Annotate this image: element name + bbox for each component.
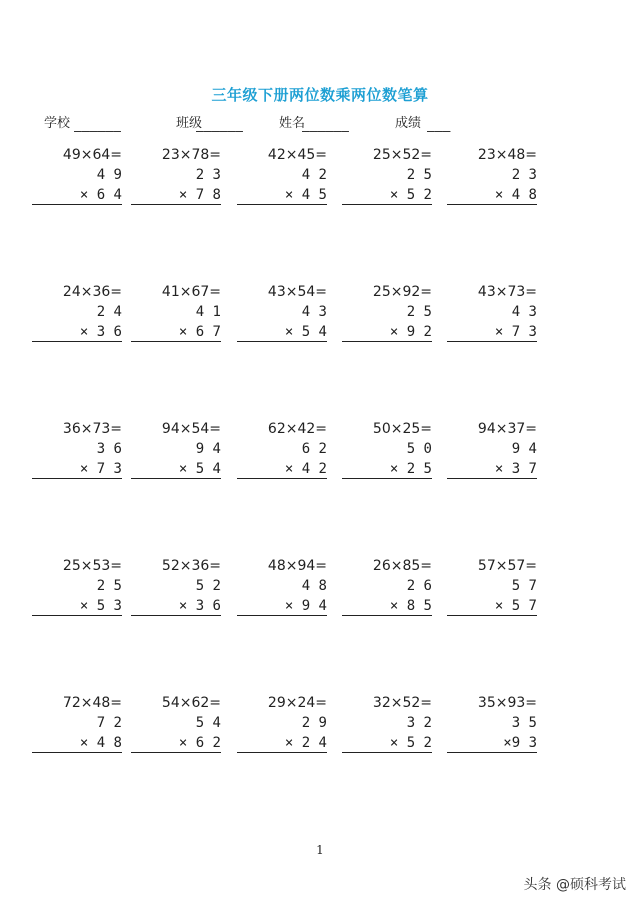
problem-item <box>342 695 432 755</box>
problem-item <box>131 421 221 481</box>
name-label: 姓名 <box>279 116 306 131</box>
score-blank: ——— <box>427 124 451 139</box>
problem-multiplicand: 5 7 <box>511 578 537 594</box>
problem-item <box>32 695 122 755</box>
problem-item <box>32 558 122 618</box>
problem-multiplicand: 9 4 <box>511 441 537 457</box>
problem-equation: 57×57= <box>477 558 537 574</box>
problem-item <box>447 284 537 344</box>
problem-equation: 72×48= <box>62 695 122 711</box>
problem-multiplier: × 5 7 <box>447 598 537 616</box>
problem-equation: 48×94= <box>267 558 327 574</box>
problem-item <box>131 558 221 618</box>
problem-equation: 25×92= <box>372 284 432 300</box>
name-blank: —————— <box>302 124 349 139</box>
problem-multiplicand: 4 1 <box>195 304 221 320</box>
problem-multiplier: × 5 2 <box>342 187 432 205</box>
problem-item <box>32 284 122 344</box>
problem-multiplier: × 7 3 <box>447 324 537 342</box>
problem-multiplicand: 6 2 <box>301 441 327 457</box>
class-label: 班级 <box>176 116 203 131</box>
problem-item <box>237 558 327 618</box>
watermark: 头条 @硕科考试 <box>523 877 626 893</box>
problem-multiplicand: 4 3 <box>301 304 327 320</box>
problem-item <box>131 284 221 344</box>
problem-equation: 41×67= <box>161 284 221 300</box>
problem-multiplier: × 6 4 <box>32 187 122 205</box>
problem-item <box>237 421 327 481</box>
problem-equation: 43×54= <box>267 284 327 300</box>
problem-item <box>342 147 432 207</box>
problem-equation: 42×45= <box>267 147 327 163</box>
problem-equation: 49×64= <box>62 147 122 163</box>
problem-equation: 29×24= <box>267 695 327 711</box>
problem-item <box>447 147 537 207</box>
problem-multiplier: × 3 7 <box>447 461 537 479</box>
problem-multiplier: × 3 6 <box>32 324 122 342</box>
problem-item <box>131 695 221 755</box>
problem-multiplicand: 5 4 <box>195 715 221 731</box>
problem-multiplier: × 4 2 <box>237 461 327 479</box>
problem-multiplier: × 4 8 <box>32 735 122 753</box>
problem-item <box>447 695 537 755</box>
problem-multiplier: × 5 2 <box>342 735 432 753</box>
problem-multiplicand: 3 6 <box>96 441 122 457</box>
problem-multiplicand: 3 2 <box>406 715 432 731</box>
worksheet-title: 三年级下册两位数乘两位数笔算 <box>211 86 429 104</box>
problem-multiplicand: 9 4 <box>195 441 221 457</box>
problem-equation: 94×37= <box>477 421 537 437</box>
problem-multiplicand: 4 2 <box>301 167 327 183</box>
problem-equation: 50×25= <box>372 421 432 437</box>
problem-multiplicand: 4 8 <box>301 578 327 594</box>
problem-item <box>342 421 432 481</box>
school-label: 学校 <box>44 116 71 131</box>
problem-item <box>447 558 537 618</box>
problem-multiplier: × 7 8 <box>131 187 221 205</box>
problem-multiplier: × 4 5 <box>237 187 327 205</box>
problem-item <box>32 147 122 207</box>
problem-equation: 23×48= <box>477 147 537 163</box>
problem-item <box>131 147 221 207</box>
problem-equation: 25×52= <box>372 147 432 163</box>
problem-multiplier: × 9 4 <box>237 598 327 616</box>
problem-multiplicand: 4 3 <box>511 304 537 320</box>
problem-multiplicand: 5 0 <box>406 441 432 457</box>
problem-multiplier: × 5 4 <box>131 461 221 479</box>
problem-multiplier: × 9 2 <box>342 324 432 342</box>
problem-multiplicand: 3 5 <box>511 715 537 731</box>
problem-multiplicand: 2 5 <box>406 167 432 183</box>
problem-multiplier: × 4 8 <box>447 187 537 205</box>
problem-equation: 23×78= <box>161 147 221 163</box>
problem-equation: 26×85= <box>372 558 432 574</box>
problem-multiplier: × 2 4 <box>237 735 327 753</box>
school-blank: —————— <box>74 124 121 139</box>
problem-multiplier: × 2 5 <box>342 461 432 479</box>
problem-multiplier: × 5 4 <box>237 324 327 342</box>
problem-multiplicand: 2 6 <box>406 578 432 594</box>
problem-item <box>447 421 537 481</box>
problem-multiplicand: 2 4 <box>96 304 122 320</box>
problem-multiplicand: 2 5 <box>96 578 122 594</box>
problem-equation: 52×36= <box>161 558 221 574</box>
problem-item <box>342 284 432 344</box>
problem-multiplier: ×9 3 <box>447 735 537 753</box>
problem-multiplicand: 2 5 <box>406 304 432 320</box>
problem-multiplicand: 2 9 <box>301 715 327 731</box>
problem-equation: 43×73= <box>477 284 537 300</box>
problem-multiplier: × 3 6 <box>131 598 221 616</box>
problem-equation: 25×53= <box>62 558 122 574</box>
problem-equation: 54×62= <box>161 695 221 711</box>
problem-multiplier: × 7 3 <box>32 461 122 479</box>
problem-multiplier: × 6 2 <box>131 735 221 753</box>
problem-item <box>237 284 327 344</box>
problem-item <box>237 695 327 755</box>
problem-multiplicand: 2 3 <box>195 167 221 183</box>
problem-multiplier: × 5 3 <box>32 598 122 616</box>
problem-equation: 24×36= <box>62 284 122 300</box>
problem-multiplier: × 6 7 <box>131 324 221 342</box>
problem-multiplicand: 2 3 <box>511 167 537 183</box>
problem-item <box>32 421 122 481</box>
class-blank: —————— <box>196 124 243 139</box>
problem-multiplicand: 4 9 <box>96 167 122 183</box>
problem-equation: 32×52= <box>372 695 432 711</box>
problem-equation: 62×42= <box>267 421 327 437</box>
problem-item <box>237 147 327 207</box>
score-label: 成绩 <box>395 116 422 131</box>
problem-multiplicand: 5 2 <box>195 578 221 594</box>
problem-multiplier: × 8 5 <box>342 598 432 616</box>
problem-item <box>342 558 432 618</box>
problem-multiplicand: 7 2 <box>96 715 122 731</box>
problem-equation: 36×73= <box>62 421 122 437</box>
problem-equation: 94×54= <box>161 421 221 437</box>
page-number: 1 <box>316 843 324 857</box>
problem-equation: 35×93= <box>477 695 537 711</box>
